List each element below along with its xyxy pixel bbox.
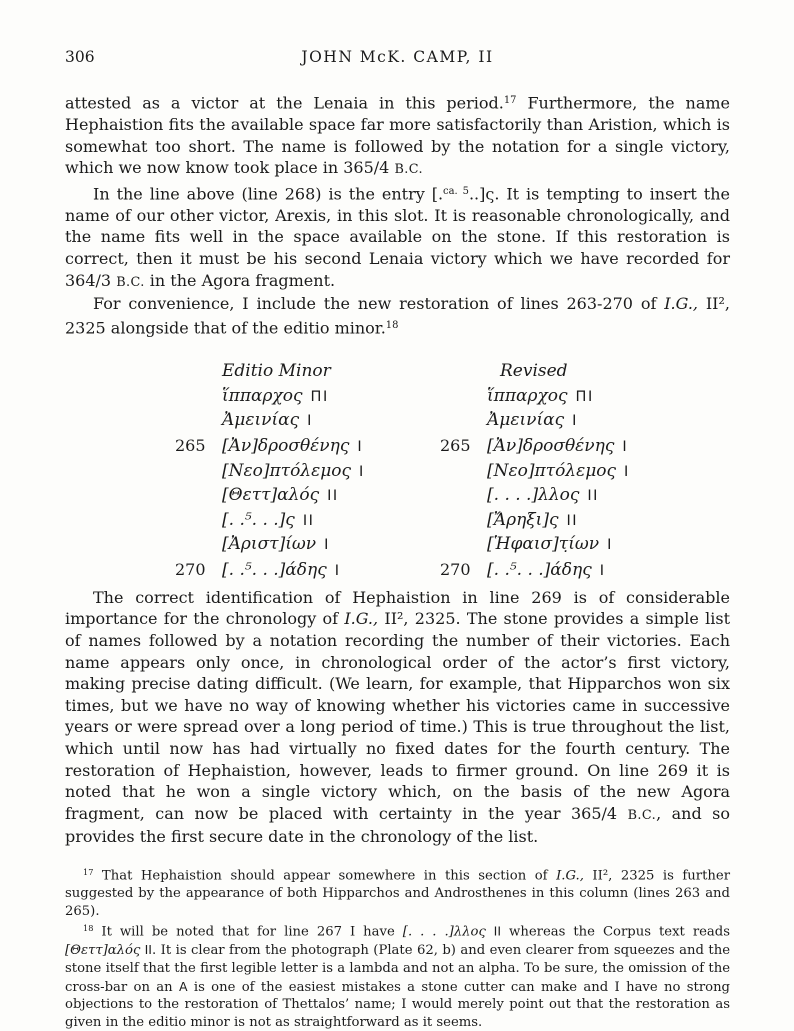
victory-tally: Ι [607,537,613,554]
apparatus-row [175,558,365,584]
victory-tally: Ι [334,563,341,580]
victory-tally: Ι [324,537,330,554]
greek-name: [. . . .]λλος [487,485,580,506]
apparatus-row [175,533,365,558]
apparatus-left-title: Editio Minor [222,360,331,381]
greek-name: ἵππαρχος [222,385,303,406]
greek-name: Ἀμεινίας [487,410,565,431]
apparatus-row [175,385,365,410]
paragraph-2: In the line above (line 268) is the entry [.$^{ca. 5}$..]ς. It is tempting to insert the name of our other victor, Arexis, in this slot. It is reasonable chronologically, and the name fits well in the space available on the stone. If this restoration is correct, then it must be his second Lenaia victory which we have recorded for 364/3 B.C. in the Agora fragment. [65,184,731,290]
greek-name: [. .⁵. . .]ς [222,509,295,530]
victory-tally: Ι [359,463,365,480]
paragraph-1: attested as a victor at the Lenaia in this period.$^{17}$ Furthermore, the name Hephaistion fits the available space far more satisfactorily than Aristion, which is somewhat too short. The name is followed by the notation for a single victory, which we now know took place in 365/4 B.C. [65,93,731,178]
apparatus-row [175,434,365,460]
footnotes [65,864,730,1031]
apparatus-right-title: Revised [500,360,568,381]
apparatus-row [175,409,365,434]
greek-name: [Ἡφαισ]τ̣ίων [487,534,600,555]
victory-tally: Ι [622,439,629,456]
victory-tally: Ι [357,439,364,456]
apparatus-row [440,558,630,584]
greek-name: [. .⁵. . .]άδης [222,560,327,581]
footnote-17: $^{17}$ That Hephaistion should appear somewhere in this section of I.G., II², 2325 is further suggested by the appearance of both Hipparchos and Androsthenes in this column (lines 263 and 265). [65,867,731,919]
running-head: JOHN McK. CAMP, II [301,48,494,66]
victory-tally: ΙΙ [566,512,579,529]
apparatus-row [175,509,365,534]
victory-tally: ΙΙ [302,512,315,529]
greek-name: [Ἀριστ]ίων [222,534,317,555]
apparatus-revised [440,359,630,584]
greek-name: [Θεττ]αλός [222,485,320,506]
victory-tally: Ι [307,413,313,430]
greek-name: [Ἄρηξι]ς [487,509,559,530]
apparatus-row [440,484,630,509]
page-header [65,48,730,70]
apparatus-left-rows [175,385,365,584]
paragraph-4: The correct identification of Hephaistion in line 269 is of considerable importance for the chronology of I.G., II², 2325. The stone provides a simple list of names followed by a notation recording the number of their victories. Each name appears only once, in chronological order of the actor’s first victory, making precise dating difficult. (We learn, for example, that Hipparchos won six times, but we have no way of knowing whether his victories came in successive years or were spread over a long period of time.) This is true throughout the list, which until now has had virtually no fixed dates for the fourth century. The restoration of Hephaistion, however, leads to firmer ground. On line 269 it is noted that he won a single victory which, on the basis of the new Agora fragment, can now be placed with certainty in the year 365/4 B.C., and so provides the first secure date in the chronology of the list. [65,587,731,847]
greek-name: [. .⁵. . .]άδης [487,560,592,581]
line-number: 265 [175,436,206,456]
apparatus-editio-minor [175,359,365,584]
apparatus-row [440,460,630,485]
line-number: 265 [440,436,471,456]
greek-name: [Ἀν]δροσθένης [222,436,350,457]
apparatus-right-rows [440,385,630,584]
victory-tally: ΙΙ [587,488,599,505]
apparatus-row [440,434,630,460]
greek-name: [Ἀν]δροσθένης [487,436,615,457]
paragraph-3: For convenience, I include the new restoration of lines 263-270 of I.G., II², 2325 alongside that of the editio minor.$^{18}$ [65,294,730,338]
apparatus-row [440,409,630,434]
victory-tally: ΠΙ [310,388,329,405]
apparatus-row [440,533,630,558]
victory-tally: Ι [624,463,630,480]
greek-name: [Νεο]πτόλεμος [222,460,352,481]
greek-name: [Νεο]πτόλεμος [487,460,617,481]
apparatus-row [440,509,630,534]
page-number: 306 [65,48,95,66]
victory-tally: Ι [572,413,578,430]
restoration-comparison [65,359,730,581]
victory-tally: ΠΙ [575,388,594,405]
apparatus-row [175,484,365,509]
line-number: 270 [175,560,206,580]
greek-name: Ἀμεινίας [222,410,300,431]
greek-name: ἵππαρχος [487,385,568,406]
line-number: 270 [440,560,471,580]
victory-tally: ΙΙ [327,488,339,505]
footnote-18: $^{18}$ It will be noted that for line 267 I have [. . . .]λλος ΙΙ whereas the Corpus text reads [Θεττ]αλός ΙΙ. It is clear from the photograph (Plate 62, b) and even clearer from squeezes and the stone itself that the first legible letter is a lambda and not an alpha. To be sure, the omission of the cross-bar on an A is one of the easiest mistakes a stone cutter can make and I have no strong objections to the restoration of Thettalos’ name; I would merely point out that the restoration as given in the editio minor is not as straightforward as it seems. [65,923,731,1030]
victory-tally: Ι [599,563,606,580]
apparatus-row [175,460,365,485]
apparatus-row [440,385,630,410]
